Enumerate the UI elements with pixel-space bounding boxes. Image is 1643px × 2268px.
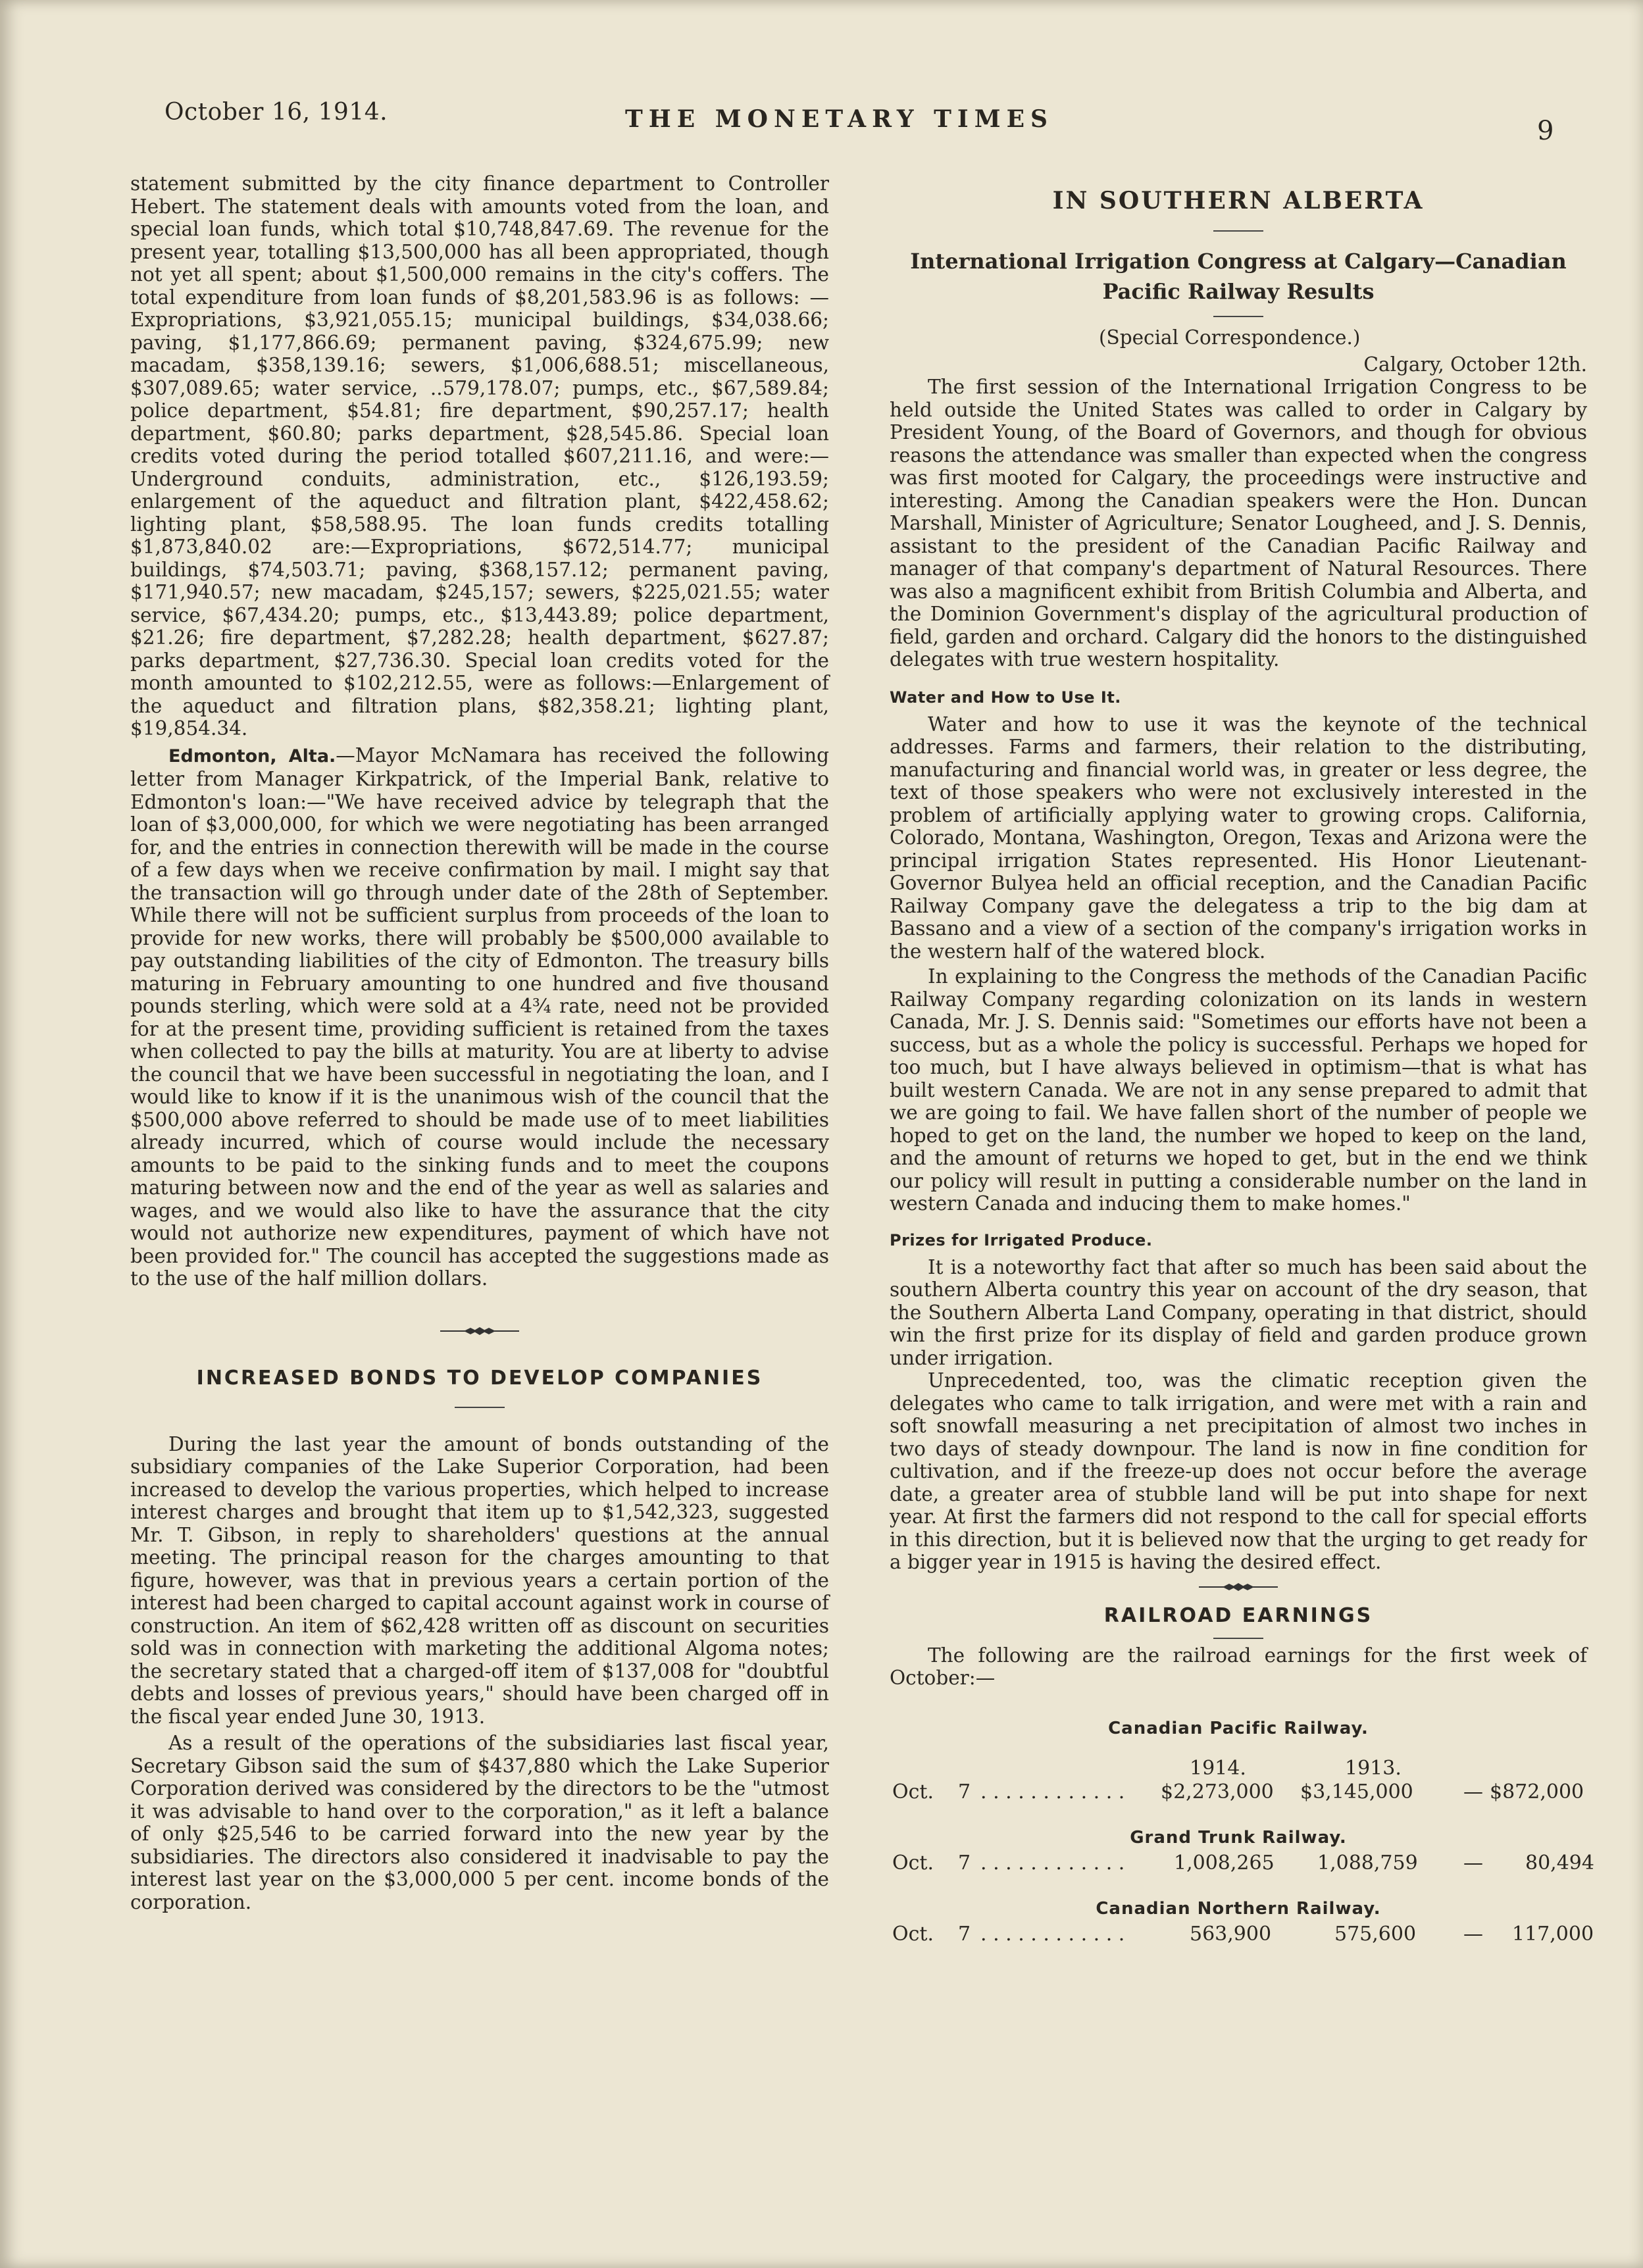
publication-title: THE MONETARY TIMES xyxy=(625,105,1054,133)
row-month: Oct. xyxy=(892,1922,934,1946)
bonds-paragraph-1: During the last year the amount of bonds outstanding of the subsidiary companies of the Lake Superior Corporation, had been increased to develop the various properties, which helped to increase interest charges and brought that item up to $1,542,323, suggested Mr. T. Gibson, in reply to shareholders' questions at the annual meeting. The principal reason for the charges amounting to that figure, however, was that in previous years a certain portion of the interest had been charged to capital account against work in course of construction. An item of $62,428 written off as discount on securities sold was in connection with marketing the additional Algoma notes; the secretary stated that a charged-off item of $137,008 for "doubtful debts and losses of previous years," should have been charged off in the fiscal year ended June 30, 1913. xyxy=(130,1432,829,1728)
railway-name: Canadian Northern Railway. xyxy=(1096,1898,1381,1919)
year-1913-header: 1913. xyxy=(1345,1756,1402,1780)
year-1914-header: 1914. xyxy=(1190,1756,1246,1780)
earnings-row xyxy=(890,1780,1587,1807)
row-day: 7 xyxy=(958,1922,971,1946)
railway-name: Canadian Pacific Railway. xyxy=(1108,1718,1369,1738)
right-column xyxy=(890,172,1594,1949)
dateline: Calgary, October 12th. xyxy=(1363,353,1587,376)
row-day: 7 xyxy=(958,1780,971,1803)
railroad-intro: The following are the railroad earnings for the first week of October:— xyxy=(890,1644,1587,1689)
row-change-value: 80,494 xyxy=(1525,1851,1594,1875)
row-leader-dots: . . . . . . . . . . . . xyxy=(980,1922,1125,1946)
bonds-paragraph-2: As a result of the operations of the subsidiaries last fiscal year, Secretary Gibson said the sum of $437,880 which the Lake Superior Corporation derived was considered by the directors to be the "utmost it was advisable to hand over to the corporation," as it left a balance of only $25,546 to be carried forward into the new year by the subsidiaries. The directors also considered it inadvisable to pay the interest last year on the $3,000,000 5 per cent. income bonds of the corporation. xyxy=(130,1732,829,1913)
article-deck xyxy=(890,246,1587,307)
railroad-heading: RAILROAD EARNINGS xyxy=(1103,1603,1373,1627)
page-number: 9 xyxy=(1537,116,1554,146)
prizes-paragraph-2: Unprecedented, too, was the climatic reception given the delegates who came to talk irrigation, and were met with a rain and soft snowfall measuring a net precipitation of almost two inches in two days of steady downpour. The land is now in fine condition for cultivation, and if the freeze-up does not occur before the average date, a greater area of stubble land will be put into shape for next year. At first the farmers did not respond to the call for special efforts in this direction, but it is believed now that the urging to get ready for a bigger year in 1915 is having the desired effect. xyxy=(890,1369,1587,1573)
earnings-table xyxy=(890,1718,1594,1949)
row-change-value: 117,000 xyxy=(1512,1922,1594,1946)
earnings-row xyxy=(890,1922,1594,1949)
row-dash: — xyxy=(1463,1780,1483,1803)
bonds-heading: INCREASED BONDS TO DEVELOP COMPANIES xyxy=(196,1366,763,1390)
row-1913-value: $3,145,000 xyxy=(1300,1780,1413,1803)
row-day: 7 xyxy=(958,1851,971,1875)
ornament-divider xyxy=(440,1326,519,1336)
left-column xyxy=(130,172,829,1913)
edmonton-body: —Mayor McNamara has received the following letter from Manager Kirkpatrick, of the Imperial Bank, relative to Edmonton's loan:—"We have received advice by telegraph that the loan of $3,000,000, for which we were negotiating has been arranged for, and the entries in connection therewith will be made in the course of a few days when we receive confirmation by mail. I might say that the transaction will go through under date of the 28th of September. While there will not be sufficient surplus from proceeds of the loan to provide for new works, there will probably be $500,000 available to pay outstanding liabilities of the city of Edmonton. The treasury bills maturing in February amounting to one hundred and five thousand pounds sterling, which were sold at a 4¾ rate, need not be provided for at the present time, providing sufficient is retained from the taxes when collected to pay the bills at maturity. You are at liberty to advise the council that we have been successful in negotiating the loan, and I would like to know if it is the unanimous wish of the council that the $500,000 above referred to should be made use of to meet liabilities already incurred, which of course would include the necessary amounts to be paid to the sinking funds and to meet the coupons maturing between now and the end of the year as well as salaries and wages, and we would also like to have the assurance that the city would not authorize new expenditures, payment of which have not been provided for." The council has accepted the suggestions made as to the use of the half million dollars. xyxy=(130,743,830,1290)
congress-paragraph: The first session of the International Irrigation Congress to be held outside the United States was called to order in Calgary by President Young, of the Board of Governors, and though for obvious reasons the attendance was smaller than expected when the congress was first mooted for Calgary, the proceedings were instructive and interesting. Among the Canadian speakers were the Hon. Duncan Marshall, Minister of Agriculture; Senator Lougheed, and J. S. Dennis, assistant to the president of the Canadian Pacific Railway and manager of that company's department of Natural Resources. There was also a magnificent exhibit from British Columbia and Alberta, and the Dominion Government's display of the agricultural production of field, garden and orchard. Calgary did the honors to the distinguished delegates with true western hospitality. xyxy=(890,376,1587,670)
issue-date: October 16, 1914. xyxy=(164,99,388,126)
ornament-divider xyxy=(1199,1582,1278,1592)
edmonton-paragraph xyxy=(130,744,829,1290)
row-1914-value: $2,273,000 xyxy=(1161,1780,1274,1803)
water-paragraph-2: In explaining to the Congress the methods of the Canadian Pacific Railway Company regarding colonization on its lands in western Canada, Mr. J. S. Dennis said: "Sometimes our efforts have not been a success, but as a whole the policy is successful. Perhaps we hoped for too much, but I have always believed in optimism—that is what has built western Canada. We are not in any sense prepared to admit that we are going to fail. We have fallen short of the number of people we hoped to get on the land, the number we hoped to keep on the land, and the amount of returns we hoped to get, but in the end we think our policy will result in putting a considerable number on the land in western Canada and inducing them to make homes." xyxy=(890,965,1587,1215)
finance-statement-paragraph: statement submitted by the city finance department to Controller Hebert. The statement deals with amounts voted from the loan, and special loan funds, which total $10,748,847.69. The revenue for the present year, totalling $13,500,000 has all been appropriated, though not yet all spent; about $1,500,000 remains in the city's coffers. The total expenditure from loan funds of $8,201,583.96 is as follows: —Expropriations, $3,921,055.15; municipal buildings, $34,038.66; paving, $1,177,866.69; permanent paving, $324,675.99; new macadam, $358,139.16; sewers, $1,006,688.51; miscellaneous, $307,089.65; water service, ..579,178.07; pumps, etc., $67,589.84; police department, $54.81; fire department, $90,257.17; health department, $60.80; parks department, $28,545.86. Special loan credits voted during the period totalled $607,211.16, and were:—Underground conduits, administration, etc., $126,193.59; enlargement of the aqueduct and filtration plant, $422,458.62; lighting plant, $58,588.95. The loan funds credits totalling $1,873,840.02 are:—Expropriations, $672,514.77; municipal buildings, $74,503.71; paving, $368,157.12; permanent paving, $171,940.57; new macadam, $245,157; sewers, $225,021.55; water service, $67,434.20; pumps, etc., $13,443.89; police department, $21.26; fire department, $7,282.28; health department, $627.87; parks department, $27,736.30. Special loan credits voted for the month amounted to $102,212.55, were as follows:—Enlargement of the aqueduct and filtration plans, $82,358.21; lighting plant, $19,854.34. xyxy=(130,172,829,740)
railway-name: Grand Trunk Railway. xyxy=(1130,1827,1347,1848)
row-1914-value: 1,008,265 xyxy=(1174,1851,1275,1875)
prizes-subheading: Prizes for Irrigated Produce. xyxy=(890,1230,1153,1249)
row-leader-dots: . . . . . . . . . . . . xyxy=(980,1851,1125,1875)
deck-line-2: Pacific Railway Results xyxy=(1102,279,1375,304)
deck-line-1: International Irrigation Congress at Calgary—Canadian xyxy=(910,249,1567,274)
row-1914-value: 563,900 xyxy=(1190,1922,1272,1946)
water-paragraph-1: Water and how to use it was the keynote of the technical addresses. Farms and farmers, their relation to the distributing, manufacturing and financial world was, in greater or less degree, the text of those speakers who were not exclusively interested in the problem of artificially applying water to growing crops. California, Colorado, Montana, Washington, Oregon, Texas and Arizona were the principal irrigation States represented. His Honor Lieutenant-Governor Bulyea held an official reception, and the Canadian Pacific Railway Company gave the delegatess a trip to the big dam at Bassano and a view of a section of the company's irrigation works in the western half of the watered block. xyxy=(890,713,1587,963)
row-change-value: $872,000 xyxy=(1490,1780,1584,1803)
row-1913-value: 575,600 xyxy=(1334,1922,1417,1946)
earnings-row xyxy=(890,1851,1594,1878)
row-month: Oct. xyxy=(892,1851,934,1875)
water-subheading: Water and How to Use It. xyxy=(890,688,1121,707)
year-header-row xyxy=(890,1757,1587,1780)
row-leader-dots: . . . . . . . . . . . . xyxy=(980,1780,1125,1803)
heading-rule xyxy=(455,1407,505,1408)
heading-rule xyxy=(1213,230,1263,232)
edmonton-lead: Edmonton, Alta. xyxy=(168,745,336,767)
special-correspondence: (Special Correspondence.) xyxy=(1099,326,1361,349)
row-dash: — xyxy=(1463,1922,1483,1946)
row-dash: — xyxy=(1463,1851,1483,1875)
row-month: Oct. xyxy=(892,1780,934,1803)
heading-rule xyxy=(1213,1638,1263,1639)
alberta-heading: IN SOUTHERN ALBERTA xyxy=(1052,187,1425,214)
deck-rule xyxy=(1213,316,1263,317)
row-1913-value: 1,088,759 xyxy=(1317,1851,1418,1875)
prizes-paragraph-1: It is a noteworthy fact that after so much has been said about the southern Alberta country this year on account of the dry season, that the Southern Alberta Land Company, operating in that district, should win the first prize for its display of field and garden produce grown under irrigation. xyxy=(890,1255,1587,1369)
